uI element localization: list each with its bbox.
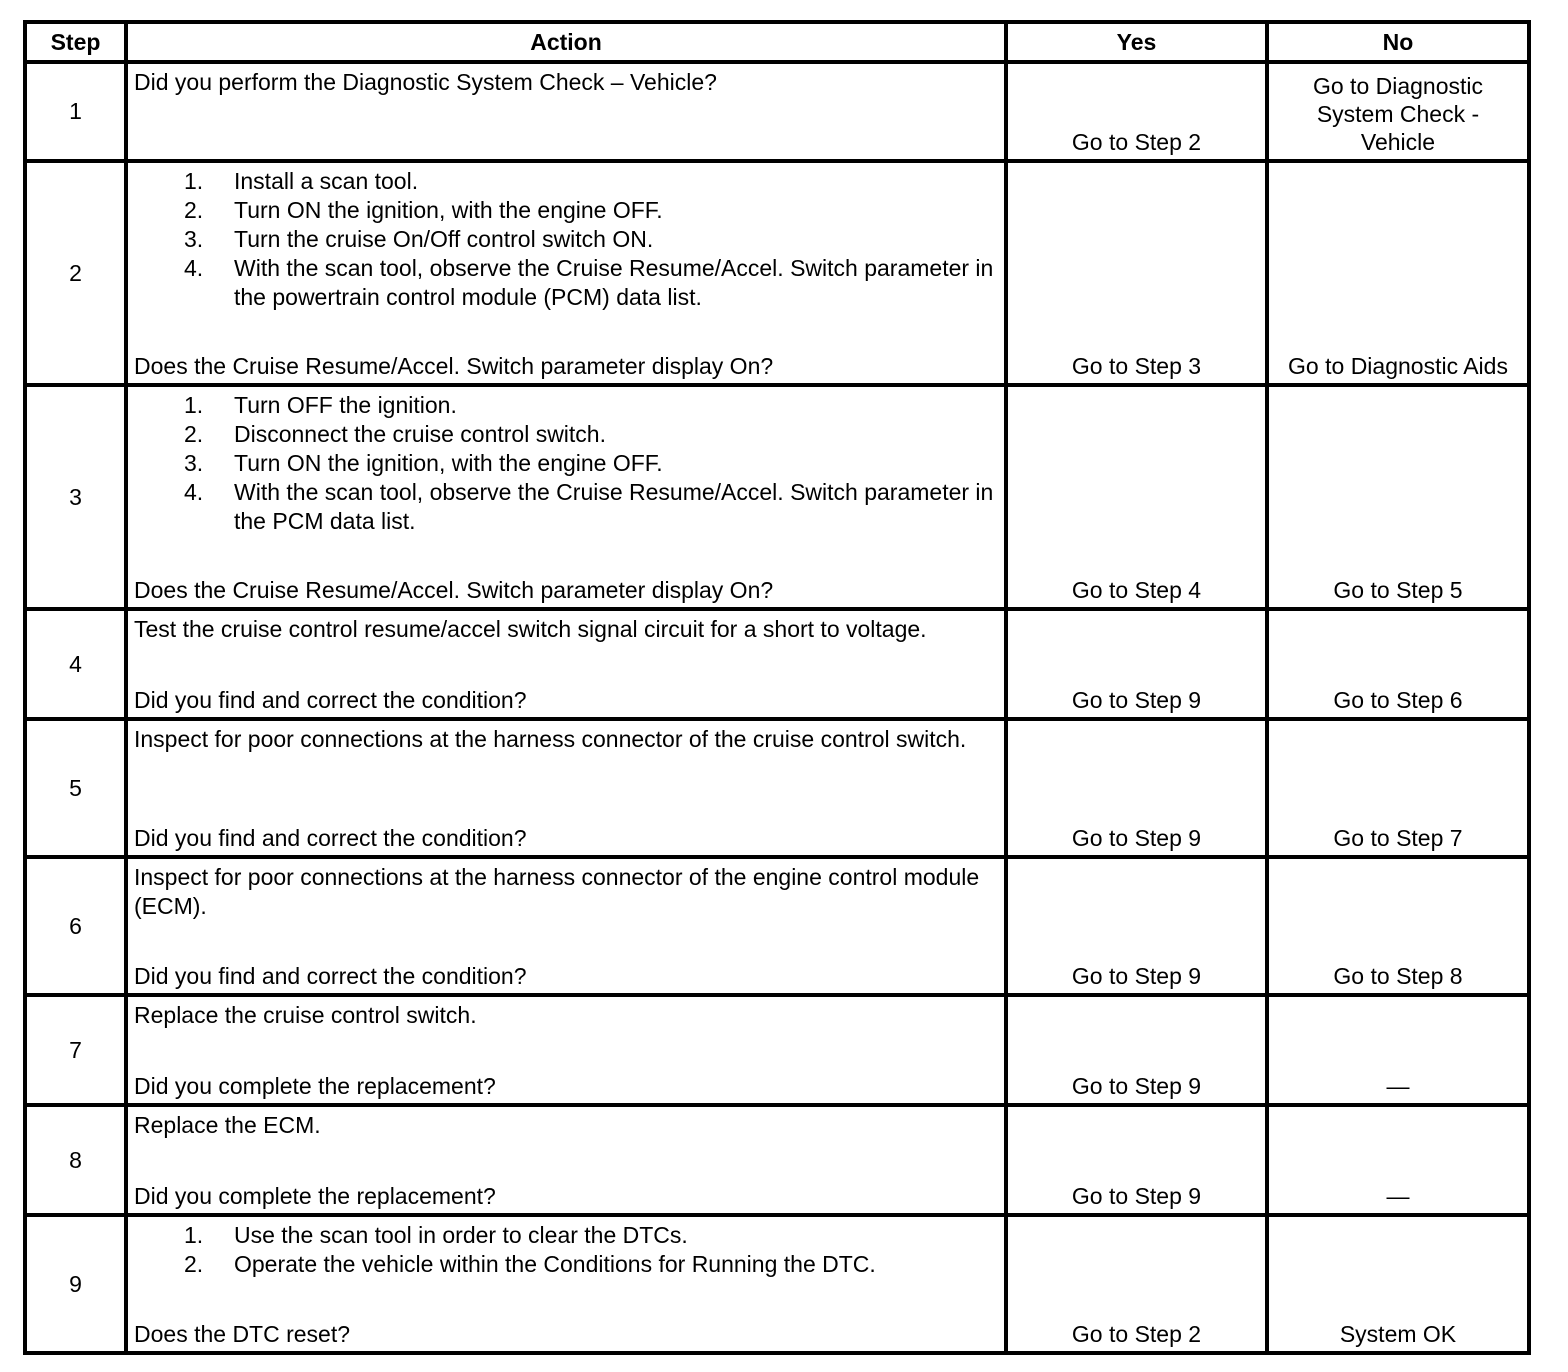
list-item: [134, 225, 998, 254]
table-row: [25, 857, 1529, 995]
no-result: —: [1267, 1105, 1529, 1215]
step-number: 8: [25, 1105, 126, 1215]
table-row: [25, 609, 1529, 719]
list-item: [134, 167, 998, 196]
list-item-text: Turn OFF the ignition.: [234, 392, 457, 418]
step-number: 9: [25, 1215, 126, 1353]
action-text: Test the cruise control resume/accel switch signal circuit for a short to voltage.: [134, 616, 927, 642]
table-row: [25, 995, 1529, 1105]
step-number: 6: [25, 857, 126, 995]
yes-result: Go to Step 2: [1006, 1215, 1267, 1353]
yes-result: Go to Step 2: [1006, 62, 1267, 161]
no-result: —: [1267, 995, 1529, 1105]
list-item-text: With the scan tool, observe the Cruise Resume/Accel. Switch parameter in the PCM data list.: [234, 479, 994, 534]
yes-result: Go to Step 9: [1006, 1105, 1267, 1215]
step-number: 7: [25, 995, 126, 1105]
no-result: Go to Step 5: [1267, 385, 1529, 609]
yes-result: Go to Step 9: [1006, 719, 1267, 857]
header-no: No: [1267, 22, 1529, 62]
step-number: 3: [25, 385, 126, 609]
action-steps-list: [134, 391, 998, 536]
no-result: Go to Diagnostic Aids: [1267, 161, 1529, 385]
list-item-text: Disconnect the cruise control switch.: [234, 421, 606, 447]
list-item-number: 4.: [184, 255, 204, 281]
action-steps-list: [134, 167, 998, 312]
action-cell: [126, 1215, 1006, 1353]
action-cell: [126, 62, 1006, 161]
table-row: [25, 1105, 1529, 1215]
action-steps-list: [134, 1221, 998, 1279]
action-cell: [126, 385, 1006, 609]
list-item: [134, 449, 998, 478]
list-item-number: 2.: [184, 197, 204, 223]
diagnostic-table: [23, 20, 1531, 1355]
no-result: Go to Diagnostic System Check - Vehicle: [1267, 62, 1529, 161]
no-result: Go to Step 6: [1267, 609, 1529, 719]
table-row: [25, 385, 1529, 609]
no-result: Go to Step 7: [1267, 719, 1529, 857]
list-item: [134, 1250, 998, 1279]
action-question: Did you find and correct the condition?: [134, 825, 527, 851]
action-cell: [126, 1105, 1006, 1215]
step-number: 4: [25, 609, 126, 719]
header-step: Step: [25, 22, 126, 62]
action-question: Did you find and correct the condition?: [134, 687, 527, 713]
table-row: [25, 719, 1529, 857]
list-item: [134, 196, 998, 225]
yes-result: Go to Step 4: [1006, 385, 1267, 609]
action-cell: [126, 857, 1006, 995]
list-item-number: 1.: [184, 392, 204, 418]
list-item: [134, 391, 998, 420]
action-cell: [126, 161, 1006, 385]
action-question: Did you find and correct the condition?: [134, 963, 527, 989]
yes-result: Go to Step 3: [1006, 161, 1267, 385]
header-yes: Yes: [1006, 22, 1267, 62]
list-item-number: 3.: [184, 450, 204, 476]
list-item-text: Operate the vehicle within the Conditions for Running the DTC.: [234, 1251, 876, 1277]
list-item-text: Turn ON the ignition, with the engine OFF.: [234, 197, 663, 223]
table-row: [25, 161, 1529, 385]
list-item-text: Turn ON the ignition, with the engine OFF.: [234, 450, 663, 476]
action-cell: [126, 719, 1006, 857]
step-number: 2: [25, 161, 126, 385]
list-item-text: With the scan tool, observe the Cruise Resume/Accel. Switch parameter in the powertrain control module (PCM) data list.: [234, 255, 994, 310]
list-item-number: 3.: [184, 226, 204, 252]
action-text: Did you perform the Diagnostic System Check – Vehicle?: [134, 69, 717, 95]
action-text: Inspect for poor connections at the harness connector of the engine control module (ECM).: [134, 864, 980, 919]
yes-result: Go to Step 9: [1006, 995, 1267, 1105]
table-row: [25, 1215, 1529, 1353]
yes-result: Go to Step 9: [1006, 609, 1267, 719]
yes-result: Go to Step 9: [1006, 857, 1267, 995]
action-text: Replace the cruise control switch.: [134, 1002, 477, 1028]
step-number: 1: [25, 62, 126, 161]
no-result: System OK: [1267, 1215, 1529, 1353]
action-cell: [126, 609, 1006, 719]
list-item-number: 2.: [184, 421, 204, 447]
header-action: Action: [126, 22, 1006, 62]
action-text: Inspect for poor connections at the harness connector of the cruise control switch.: [134, 726, 967, 752]
list-item-text: Install a scan tool.: [234, 168, 419, 194]
no-result: Go to Step 8: [1267, 857, 1529, 995]
list-item: [134, 478, 998, 536]
table-row: [25, 62, 1529, 161]
list-item-number: 2.: [184, 1251, 204, 1277]
list-item-number: 1.: [184, 1222, 204, 1248]
list-item-number: 1.: [184, 168, 204, 194]
action-question: Does the DTC reset?: [134, 1321, 351, 1347]
list-item-text: Turn the cruise On/Off control switch ON.: [234, 226, 654, 252]
action-question: Does the Cruise Resume/Accel. Switch parameter display On?: [134, 353, 774, 379]
action-question: Does the Cruise Resume/Accel. Switch parameter display On?: [134, 577, 774, 603]
action-question: Did you complete the replacement?: [134, 1183, 496, 1209]
list-item: [134, 1221, 998, 1250]
list-item: [134, 420, 998, 449]
header-row: [25, 22, 1529, 62]
step-number: 5: [25, 719, 126, 857]
action-question: Did you complete the replacement?: [134, 1073, 496, 1099]
list-item-number: 4.: [184, 479, 204, 505]
list-item-text: Use the scan tool in order to clear the DTCs.: [234, 1222, 688, 1248]
action-cell: [126, 995, 1006, 1105]
action-text: Replace the ECM.: [134, 1112, 321, 1138]
list-item: [134, 254, 998, 312]
